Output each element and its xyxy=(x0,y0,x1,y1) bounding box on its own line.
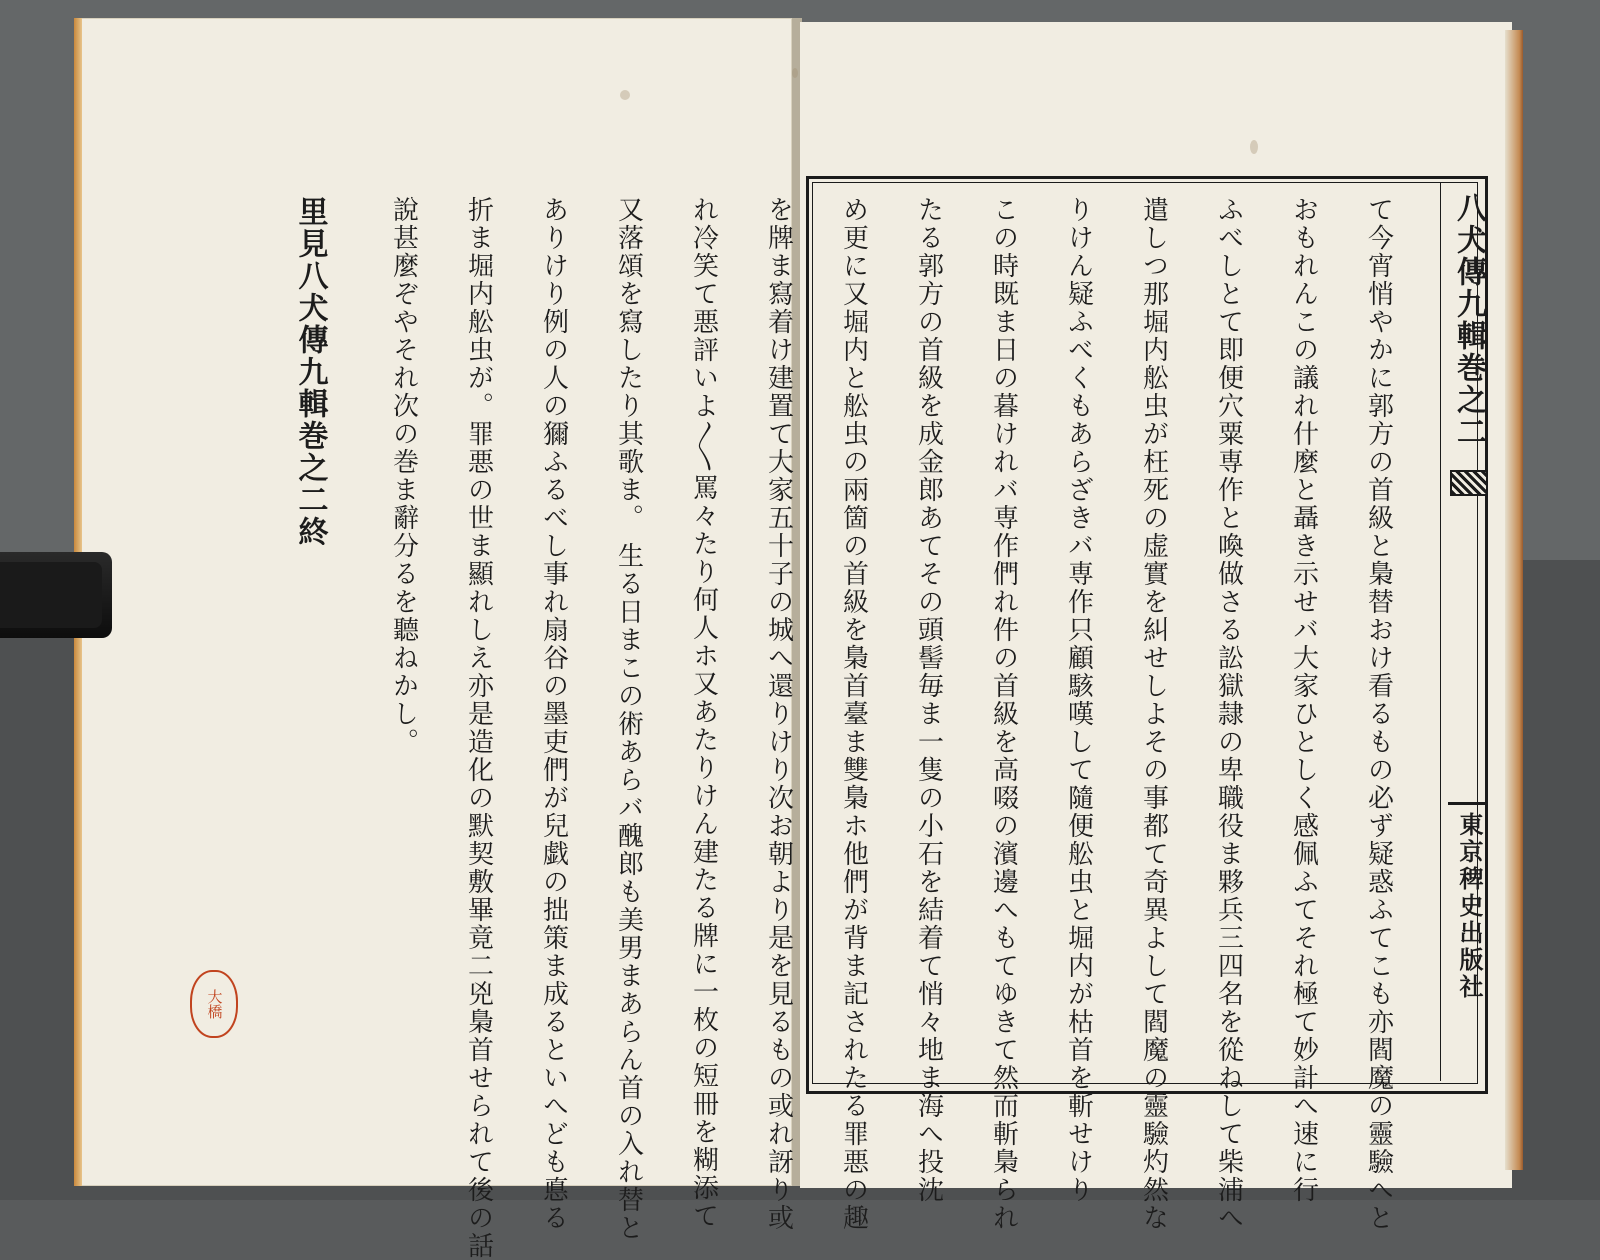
text-line: 遣しつ那堀内舩虫が枉死の虚實を糾せしよその事都て奇異よして閻魔の靈驗灼然な xyxy=(1138,196,1169,1232)
text-line: おもれんこの議れ什麼と聶き示せバ大家ひとしく感佩ふてそれ極て妙計へ速に行 xyxy=(1288,196,1319,1204)
page-stain xyxy=(792,68,798,78)
text-line: め更に又堀内と舩虫の兩箇の首級を梟首臺ま雙梟ホ他們が背ま記されたる罪悪の趣 xyxy=(838,196,869,1232)
text-line: りけん疑ふべくもあらざきバ専作只顧駭嘆して隨便舩虫と堀内が枯首を斬せけり xyxy=(1063,196,1094,1204)
colophon: 里見八犬傳九輯巻之二終 xyxy=(292,196,328,548)
running-title: 八犬傳九輯巻之二 xyxy=(1451,192,1486,448)
owner-seal-stamp xyxy=(190,970,238,1038)
text-line: この時既ま日の暮けれバ専作們れ件の首級を高啜の濱邊へもてゆきて然而斬梟られ xyxy=(988,196,1019,1232)
text-line: れ冷笑て悪評いよ〳〵罵々たり何人ホ又あたりけん建たる牌に一枚の短冊を糊添て xyxy=(688,196,719,1230)
page-stain xyxy=(620,90,630,100)
text-line: て今宵悄やかに郭方の首級と梟替おけ看るもの必ず疑惑ふてこも亦閻魔の靈驗へと xyxy=(1363,196,1394,1232)
publisher-name: 東京稗史出版社 xyxy=(1455,812,1484,1001)
text-line: ふべしとて即便穴粟専作と喚做さる訟獄隷の卑職役ま夥兵三四名を從ねして柴浦へ xyxy=(1213,196,1244,1232)
text-line: を牌ま寫着け建置て大家五十子の城へ還りけり次お朝より是を見るもの或れ訝り或 xyxy=(763,196,794,1232)
text-line: 又落頌を寫したり其歌ま。 生る日まこの術あらバ醜郎も美男まあらん首の入れ替と xyxy=(613,196,644,1243)
right-page-edge xyxy=(1505,30,1523,1170)
text-line: 說甚麼ぞやそれ次の巻ま辭分るを聽ねかし。 xyxy=(388,196,419,756)
page-stain xyxy=(1250,140,1258,154)
body-text xyxy=(292,196,1434,1260)
text-line: ありけり例の人の獮ふるべし事れ扇谷の墨吏們が兒戯の拙策ま成るといへども悳る xyxy=(538,196,569,1232)
hashira-rule xyxy=(1448,802,1486,805)
text-line: たる郭方の首級を成金郎あてその頭髻毎ま一隻の小石を結着て悄々地ま海へ投沈 xyxy=(913,196,944,1204)
binder-clip-face xyxy=(0,562,102,628)
text-line: 折ま堀内舩虫が。罪悪の世ま顯れしえ亦是造化の默契敷畢竟二兇梟首せられて後の話 xyxy=(463,196,494,1260)
seal-text: 大橋 xyxy=(205,989,224,1019)
hashira-divider xyxy=(1440,183,1441,1081)
fish-tail-mark xyxy=(1450,470,1488,496)
